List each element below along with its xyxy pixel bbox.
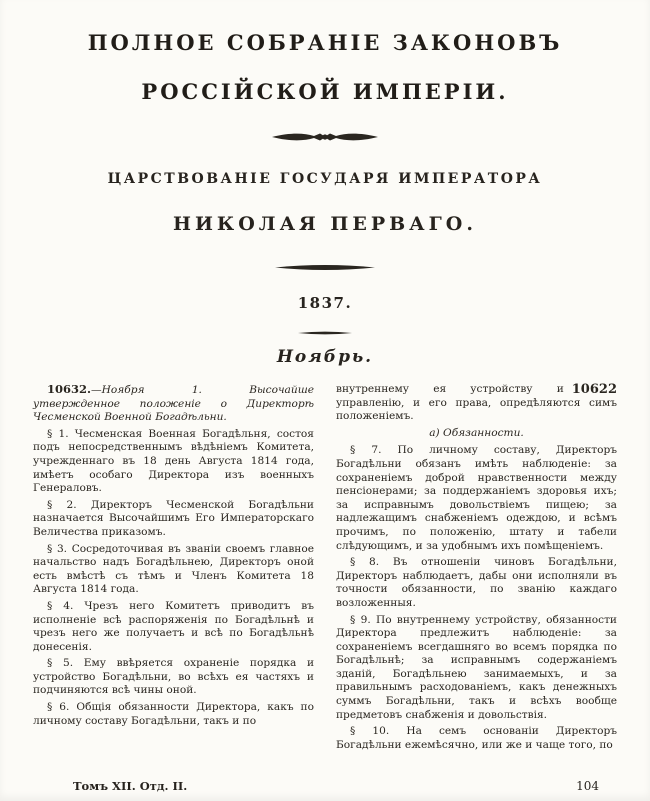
duties-subheading: а) Обязанности. (429, 426, 524, 439)
paragraph-section-9: § 9. По внутреннему устройству, обязанности Директора предлежитъ наблюденіе: за сохраненіемъ всегдашняго во всемъ порядка по Богадѣльнѣ; за исправнымъ содержаніемъ зданій, Богадѣльнею занимаемыхъ, и за правильнымъ расходованіемъ, какъ денежныхъ суммъ Богадѣльни, такъ и всѣхъ вообще предметовъ снабженія и довольствія. (336, 613, 617, 721)
law-entry-heading (33, 383, 314, 425)
book-title-line2: РОССІЙСКОЙ ИМПЕРІИ. (141, 79, 509, 104)
left-column (33, 383, 314, 755)
continuation-paragraph (336, 383, 617, 424)
paragraph-section-7: § 7. По личному составу, Директоръ Богадѣльни обязанъ имѣть наблюденіе: за сохраненіемъ доброй нравственности между пенсіонерами; за поддержаніемъ здоровья ихъ; за исправнымъ довольствіемъ пищею; за надлежащимъ снабженіемъ одеждою, и всѣмъ прочимъ, по положенію, штату и табели слѣдующимъ, и за удобнымъ ихъ помѣщеніемъ. (336, 444, 617, 552)
paragraph-section-10: § 10. На семъ основаніи Директоръ Богадѣльни ежемѣсячно, или же и чаще того, по (336, 725, 617, 751)
ornament-icon (270, 130, 380, 144)
law-margin-number: 10622 (571, 382, 617, 397)
volume-label: Томъ XII. Отд. II. (73, 779, 188, 793)
continuation-text: внутреннему ея устройству и управленію, и его права, опредѣляются симъ положеніемъ. (336, 383, 617, 423)
paragraph-section-6: § 6. Общія обязанности Директора, какъ по личному составу Богадѣльни, такъ и по (33, 701, 314, 727)
right-column (336, 383, 617, 755)
tapered-rule-icon (275, 264, 375, 271)
ornament-divider (33, 126, 617, 145)
reign-heading: ЦАРСТВОВАНІЕ ГОСУДАРЯ ИМПЕРАТОРА (107, 171, 543, 187)
paragraph-section-2: § 2. Директоръ Чесменской Богадѣльни назначается Высочайшимъ Его Императорскаго Величества приказомъ. (33, 498, 314, 538)
page-number: 104 (576, 779, 599, 793)
tapered-rule-small-icon (298, 331, 352, 335)
law-entry-number: 10632. (47, 382, 92, 396)
thin-rule-divider (33, 322, 617, 341)
paragraph-section-4: § 4. Чрезъ него Комитетъ приводитъ въ исполненіе всѣ распоряженія по Богадѣльнѣ и чрезъ него же получаетъ и всѣ по Богадѣльнѣ донесенія. (33, 599, 314, 653)
two-column-text (33, 383, 617, 755)
paragraph-section-8: § 8. Въ отношеніи чиновъ Богадѣльни, Директоръ наблюдаетъ, дабы они исполняли въ точности обязанности, по званію каждаго возложенныя. (336, 556, 617, 609)
monarch-heading: НИКОЛАЯ ПЕРВАГО. (173, 213, 477, 235)
paragraph-section-3: § 3. Сосредоточивая въ званіи своемъ главное начальство надъ Богадѣльнею, Директоръ оной есть вмѣстѣ съ тѣмъ и Членъ Комитета 18 Августа 1814 года. (33, 542, 314, 596)
year-heading: 1837. (297, 294, 353, 312)
thick-rule-divider (33, 257, 617, 276)
month-heading: Ноябрь. (276, 347, 374, 367)
paragraph-section-1: § 1. Чесменская Военная Богадѣльня, состоя подъ непосредственнымъ вѣдѣніемъ Комитета, учрежденнаго въ 18 день Августа 1814 года, имѣетъ особаго Директора изъ военныхъ Генераловъ. (33, 427, 314, 495)
book-title-line1: ПОЛНОЕ СОБРАНІЕ ЗАКОНОВЪ (87, 30, 563, 55)
paragraph-section-5: § 5. Ему ввѣряется охраненіе порядка и устройство Богадѣльни, во всѣхъ ея частяхъ и подчиняются всѣ чины оной. (33, 657, 314, 697)
page-footer (33, 779, 617, 793)
law-entry-title: —Ноября 1. Высочайше утвержденное положеніе о Директорѣ Чесменской Военной Богадѣльни. (33, 384, 314, 424)
